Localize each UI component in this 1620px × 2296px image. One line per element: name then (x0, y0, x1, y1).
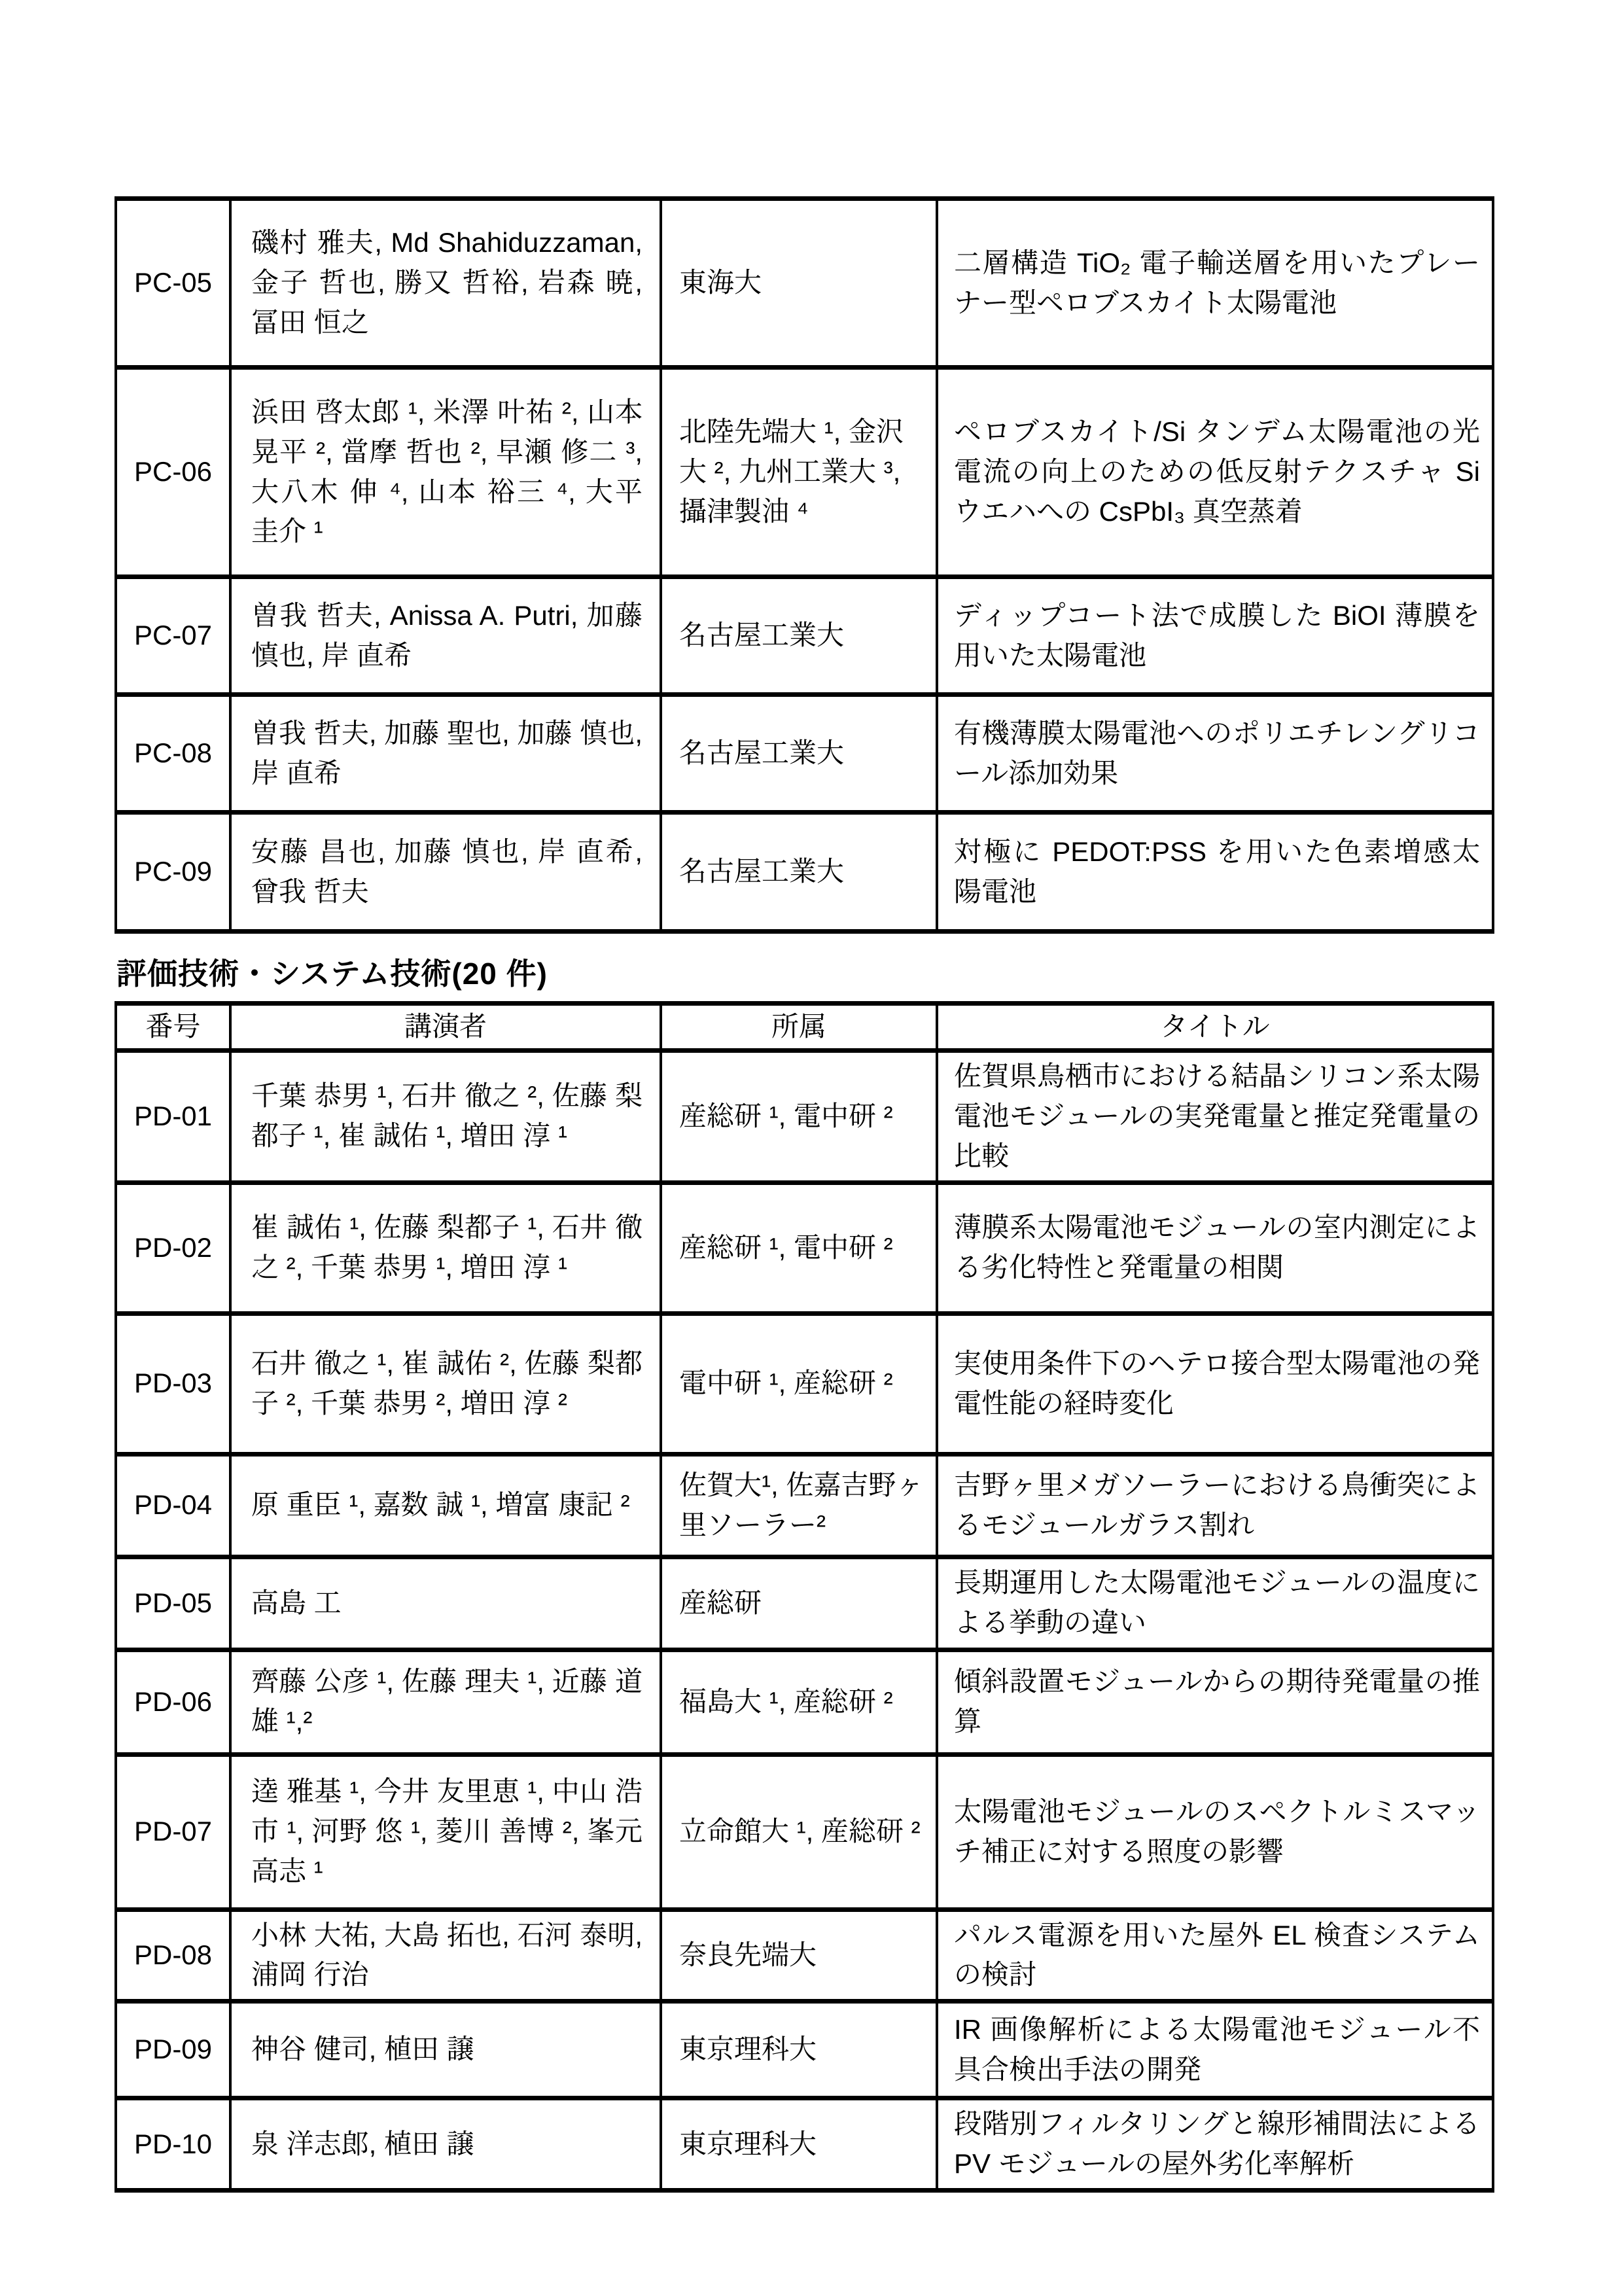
column-header-title: タイトル (937, 1004, 1493, 1051)
title-cell: ディップコート法で成膜した BiOI 薄膜を用いた太陽電池 (937, 577, 1493, 695)
speakers-cell: 安藤 昌也, 加藤 慎也, 岸 直希, 曾我 哲夫 (230, 813, 661, 932)
title-cell: 薄膜系太陽電池モジュールの室内測定による劣化特性と発電量の相関 (937, 1182, 1493, 1313)
table-row (116, 1754, 1493, 1909)
title-cell: IR 画像解析による太陽電池モジュール不具合検出手法の開発 (937, 2002, 1493, 2098)
presentation-code: PC-06 (116, 368, 230, 577)
affiliation-cell: 電中研 ¹, 産総研 ² (661, 1313, 937, 1454)
affiliation-cell: 産総研 (661, 1557, 937, 1650)
speakers-cell: 曽我 哲夫, Anissa A. Putri, 加藤 慎也, 岸 直希 (230, 577, 661, 695)
presentation-code: PD-10 (116, 2098, 230, 2191)
presentation-code: PC-05 (116, 199, 230, 368)
presentation-code: PD-04 (116, 1454, 230, 1557)
column-header-speakers: 講演者 (230, 1004, 661, 1051)
title-cell: 段階別フィルタリングと線形補間法による PV モジュールの屋外劣化率解析 (937, 2098, 1493, 2191)
table-row (116, 2098, 1493, 2191)
table-row (116, 1454, 1493, 1557)
column-header-affiliation: 所属 (661, 1004, 937, 1051)
speakers-cell: 崔 誠佑 ¹, 佐藤 梨都子 ¹, 石井 徹之 ², 千葉 恭男 ¹, 増田 淳 ¹ (230, 1182, 661, 1313)
speakers-cell: 曽我 哲夫, 加藤 聖也, 加藤 慎也, 岸 直希 (230, 695, 661, 813)
speakers-cell: 原 重臣 ¹, 嘉数 誠 ¹, 増富 康記 ² (230, 1454, 661, 1557)
table-row (116, 1050, 1493, 1182)
table-row (116, 695, 1493, 813)
speakers-cell: 高島 工 (230, 1557, 661, 1650)
presentation-code: PD-07 (116, 1754, 230, 1909)
speakers-cell: 泉 洋志郎, 植田 譲 (230, 2098, 661, 2191)
affiliation-cell: 奈良先端大 (661, 1909, 937, 2002)
affiliation-cell: 立命館大 ¹, 産総研 ² (661, 1754, 937, 1909)
affiliation-cell: 東京理科大 (661, 2098, 937, 2191)
table-row (116, 1650, 1493, 1754)
table-row (116, 2002, 1493, 2098)
table-row (116, 1557, 1493, 1650)
title-cell: 実使用条件下のヘテロ接合型太陽電池の発電性能の経時変化 (937, 1313, 1493, 1454)
table-row (116, 1909, 1493, 2002)
affiliation-cell: 佐賀大¹, 佐嘉吉野ヶ里ソーラー² (661, 1454, 937, 1557)
table-row (116, 813, 1493, 932)
affiliation-cell: 名古屋工業大 (661, 813, 937, 932)
speakers-cell: 浜田 啓太郎 ¹, 米澤 叶祐 ², 山本 晃平 ², 當摩 哲也 ², 早瀬 修二 ³, 大八木 伸 ⁴, 山本 裕三 ⁴, 大平 圭介 ¹ (230, 368, 661, 577)
presentation-code: PD-05 (116, 1557, 230, 1650)
presentation-code: PD-02 (116, 1182, 230, 1313)
affiliation-cell: 名古屋工業大 (661, 577, 937, 695)
table-row (116, 368, 1493, 577)
presentation-code: PD-08 (116, 1909, 230, 2002)
speakers-cell: 小林 大祐, 大島 拓也, 石河 泰明, 浦岡 行治 (230, 1909, 661, 2002)
column-header-number: 番号 (116, 1004, 230, 1051)
presentation-table-pc-continued (114, 196, 1494, 934)
affiliation-cell: 名古屋工業大 (661, 695, 937, 813)
table-row (116, 199, 1493, 368)
table-row (116, 577, 1493, 695)
title-cell: 有機薄膜太陽電池へのポリエチレングリコール添加効果 (937, 695, 1493, 813)
presentation-code: PC-08 (116, 695, 230, 813)
affiliation-cell: 産総研 ¹, 電中研 ² (661, 1050, 937, 1182)
presentation-code: PD-06 (116, 1650, 230, 1754)
table-header-row (116, 1004, 1493, 1051)
title-cell: 佐賀県鳥栖市における結晶シリコン系太陽電池モジュールの実発電量と推定発電量の比較 (937, 1050, 1493, 1182)
speakers-cell: 磯村 雅夫, Md Shahiduzzaman, 金子 哲也, 勝又 哲裕, 岩森 暁, 冨田 恒之 (230, 199, 661, 368)
presentation-code: PD-01 (116, 1050, 230, 1182)
presentation-table-pd (114, 1001, 1494, 2193)
title-cell: パルス電源を用いた屋外 EL 検査システムの検討 (937, 1909, 1493, 2002)
affiliation-cell: 北陸先端大 ¹, 金沢大 ², 九州工業大 ³, 攝津製油 ⁴ (661, 368, 937, 577)
title-cell: 二層構造 TiO₂ 電子輸送層を用いたプレーナー型ペロブスカイト太陽電池 (937, 199, 1493, 368)
table-row (116, 1313, 1493, 1454)
title-cell: 長期運用した太陽電池モジュールの温度による挙動の違い (937, 1557, 1493, 1650)
presentation-code: PD-09 (116, 2002, 230, 2098)
speakers-cell: 神谷 健司, 植田 譲 (230, 2002, 661, 2098)
presentation-code: PD-03 (116, 1313, 230, 1454)
speakers-cell: 逵 雅基 ¹, 今井 友里恵 ¹, 中山 浩市 ¹, 河野 悠 ¹, 菱川 善博 ², 峯元 高志 ¹ (230, 1754, 661, 1909)
title-cell: 太陽電池モジュールのスペクトルミスマッチ補正に対する照度の影響 (937, 1754, 1493, 1909)
title-cell: 傾斜設置モジュールからの期待発電量の推算 (937, 1650, 1493, 1754)
speakers-cell: 石井 徹之 ¹, 崔 誠佑 ², 佐藤 梨都子 ², 千葉 恭男 ², 増田 淳 ² (230, 1313, 661, 1454)
affiliation-cell: 東京理科大 (661, 2002, 937, 2098)
presentation-code: PC-07 (116, 577, 230, 695)
affiliation-cell: 東海大 (661, 199, 937, 368)
affiliation-cell: 産総研 ¹, 電中研 ² (661, 1182, 937, 1313)
presentation-code: PC-09 (116, 813, 230, 932)
speakers-cell: 千葉 恭男 ¹, 石井 徹之 ², 佐藤 梨都子 ¹, 崔 誠佑 ¹, 増田 淳 ¹ (230, 1050, 661, 1182)
title-cell: 対極に PEDOT:PSS を用いた色素増感太陽電池 (937, 813, 1493, 932)
title-cell: ペロブスカイト/Si タンデム太陽電池の光電流の向上のための低反射テクスチャ Si ウエハへの CsPbI₃ 真空蒸着 (937, 368, 1493, 577)
section-heading: 評価技術・システム技術(20 件) (116, 957, 548, 991)
affiliation-cell: 福島大 ¹, 産総研 ² (661, 1650, 937, 1754)
table-row (116, 1182, 1493, 1313)
title-cell: 吉野ヶ里メガソーラーにおける鳥衝突によるモジュールガラス割れ (937, 1454, 1493, 1557)
speakers-cell: 齊藤 公彦 ¹, 佐藤 理夫 ¹, 近藤 道雄 ¹,² (230, 1650, 661, 1754)
